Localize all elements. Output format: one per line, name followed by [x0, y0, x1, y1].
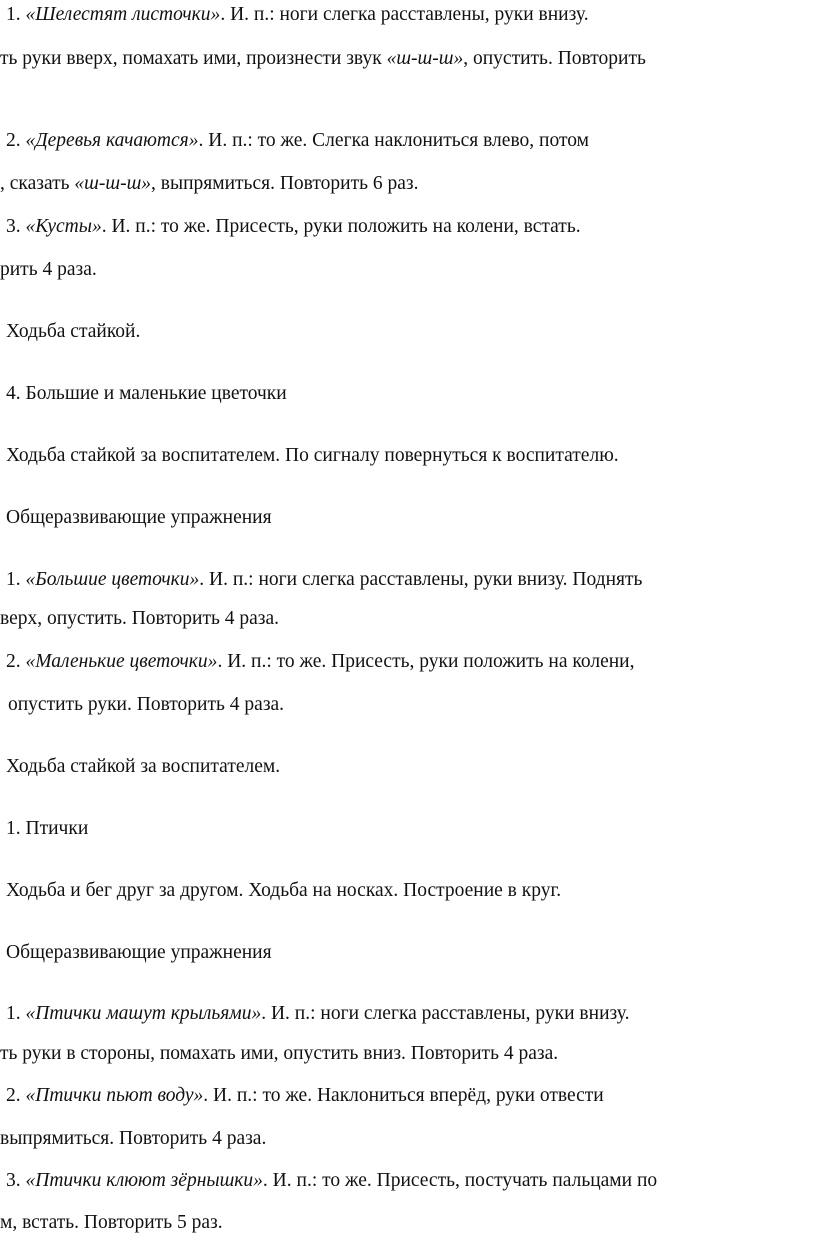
- text-line: Ходьба стайкой за воспитателем.: [6, 756, 281, 777]
- text-line: ть руки вверх, помахать ими, произнести звук «ш-ш-ш», опустить. Повторить: [0, 48, 646, 69]
- exercise-big-flowers-line: 1. «Большие цветочки». И. п.: ноги слегка расставлены, руки внизу. Поднять: [6, 569, 643, 590]
- exercise-birds-flap-line: 1. «Птички машут крыльями». И. п.: ноги слегка расставлены, руки внизу.: [6, 1003, 630, 1024]
- text-line: Ходьба стайкой.: [6, 321, 141, 342]
- exercise-rustling-leaves-line: 1. «Шелестят листочки». И. п.: ноги слегка расставлены, руки внизу.: [6, 4, 589, 25]
- subheading: Общеразвивающие упражнения: [6, 942, 272, 963]
- exercise-small-flowers-line: 2. «Маленькие цветочки». И. п.: то же. Присесть, руки положить на колени,: [6, 651, 635, 672]
- exercise-bushes-line: 3. «Кусты». И. п.: то же. Присесть, руки положить на колени, встать.: [6, 216, 581, 237]
- subheading: Общеразвивающие упражнения: [6, 507, 272, 528]
- text-line: ть руки в стороны, помахать ими, опустить вниз. Повторить 4 раза.: [0, 1043, 559, 1064]
- text-line: выпрямиться. Повторить 4 раза.: [0, 1128, 267, 1149]
- text-line: опустить руки. Повторить 4 раза.: [8, 694, 285, 715]
- exercise-birds-drink-line: 2. «Птички пьют воду». И. п.: то же. Наклониться вперёд, руки отвести: [6, 1085, 604, 1106]
- text-line: , сказать «ш-ш-ш», выпрямиться. Повторить 6 раз.: [0, 173, 419, 194]
- section-heading: 1. Птички: [6, 818, 89, 839]
- text-line: Ходьба стайкой за воспитателем. По сигналу повернуться к воспитателю.: [6, 445, 619, 466]
- text-line: Ходьба и бег друг за другом. Ходьба на носках. Построение в круг.: [6, 880, 562, 901]
- text-line: верх, опустить. Повторить 4 раза.: [0, 608, 280, 629]
- exercise-birds-peck-line: 3. «Птички клюют зёрнышки». И. п.: то же. Присесть, постучать пальцами по: [6, 1170, 658, 1191]
- section-heading: 4. Большие и маленькие цветочки: [6, 383, 287, 404]
- text-line: рить 4 раза.: [0, 259, 97, 280]
- exercise-trees-sway-line: 2. «Деревья качаются». И. п.: то же. Слегка наклониться влево, потом: [6, 130, 589, 151]
- text-line: м, встать. Повторить 5 раз.: [0, 1212, 223, 1233]
